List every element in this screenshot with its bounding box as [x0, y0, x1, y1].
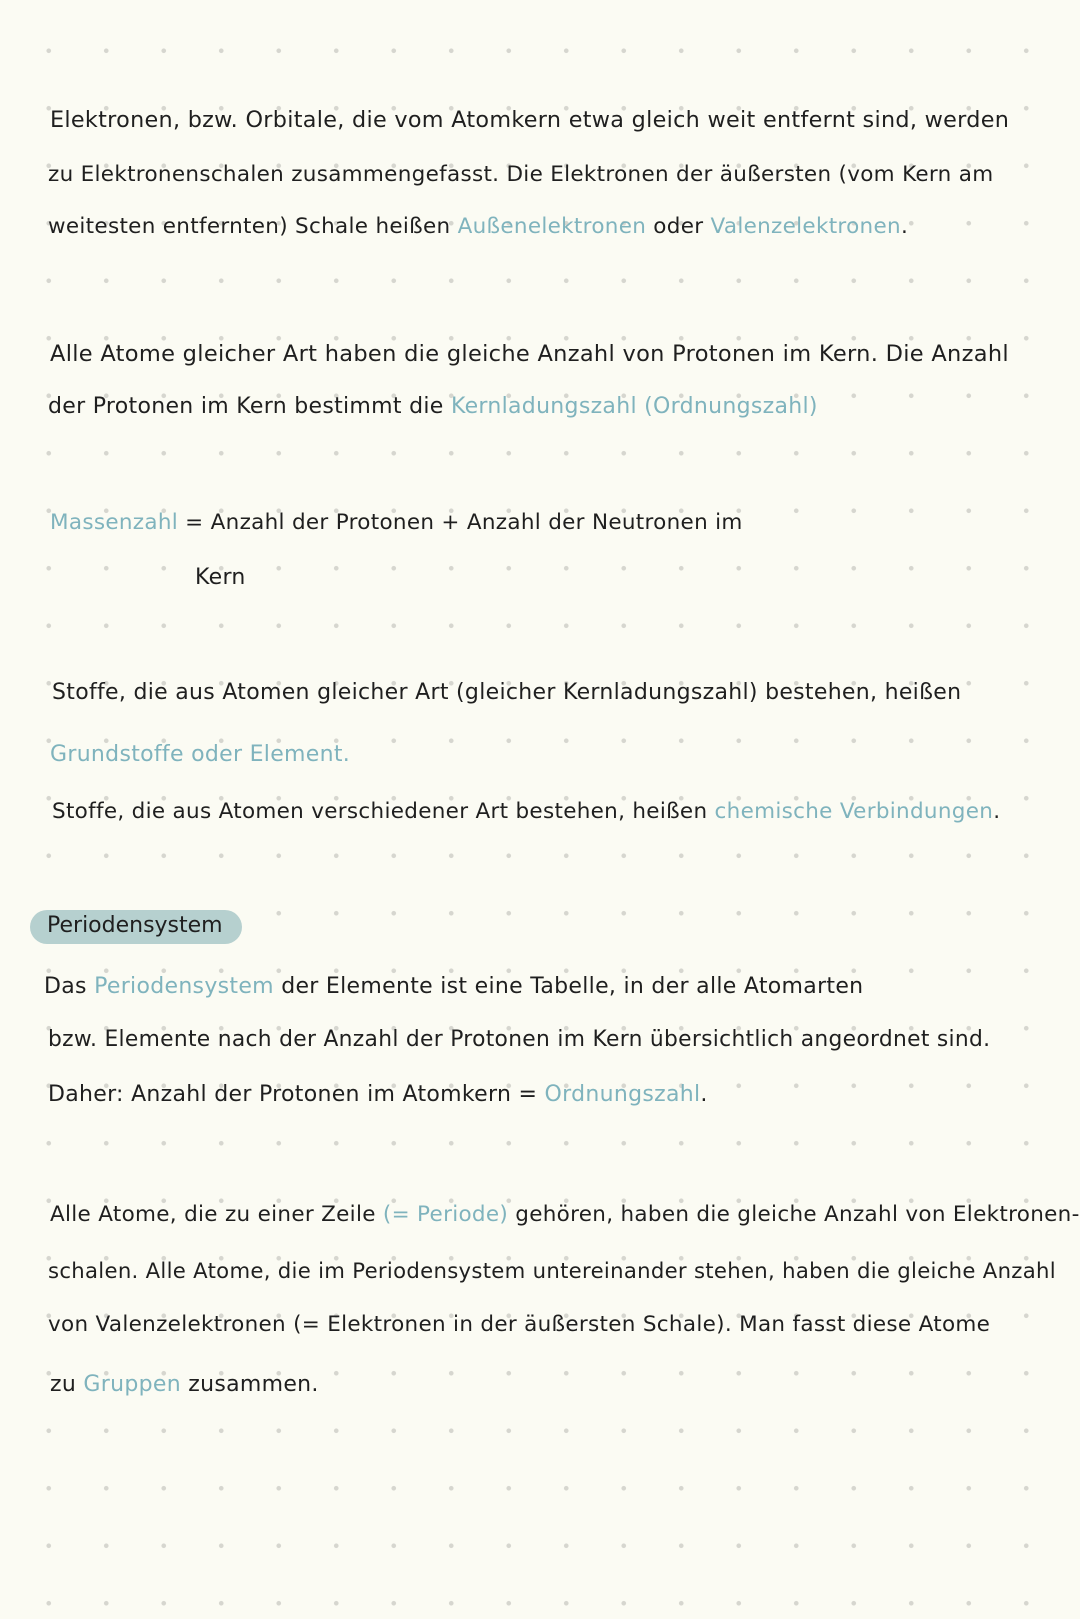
text-line [52, 797, 1000, 827]
text-span: weitesten entfernten) Schale heißen [48, 214, 458, 239]
highlight-term: Ordnungszahl [544, 1082, 701, 1107]
text-span: gehören, haben die gleiche Anzahl von Elektronen- [508, 1202, 1080, 1227]
text-span: Stoffe, die aus Atomen verschiedener Art bestehen, heißen [52, 799, 715, 824]
text-line: Kern [195, 565, 246, 590]
text-span: Das [44, 974, 95, 999]
text-line [44, 972, 863, 1002]
text-span: . [700, 1082, 708, 1107]
text-line [48, 392, 818, 422]
text-line: schalen. Alle Atome, die im Periodensystem untereinander stehen, haben die gleiche Anzahl [48, 1258, 1056, 1283]
highlight-term: chemische Verbindungen [714, 799, 994, 824]
text-span: Daher: Anzahl der Protonen im Atomkern = [48, 1082, 545, 1107]
text-span: der Elemente ist eine Tabelle, in der alle Atomarten [273, 974, 864, 999]
text-line: Alle Atome gleicher Art haben die gleiche Anzahl von Protonen im Kern. Die Anzahl [50, 341, 1009, 367]
highlight-term: Massenzahl [50, 510, 179, 535]
highlight-term: (= Periode) [382, 1202, 509, 1227]
highlight-term: Kernladungszahl (Ordnungszahl) [450, 394, 818, 419]
text-span: der Protonen im Kern bestimmt die [48, 394, 451, 419]
text-line: Elektronen, bzw. Orbitale, die vom Atomkern etwa gleich weit entfernt sind, werden [50, 107, 1010, 133]
text-line: Stoffe, die aus Atomen gleicher Art (gleicher Kernladungszahl) bestehen, heißen [52, 680, 962, 705]
text-line: von Valenzelektronen (= Elektronen in der äußersten Schale). Man fasst diese Atome [48, 1312, 991, 1337]
highlight-term: Grundstoffe oder Element. [50, 742, 351, 767]
section-heading: Periodensystem [47, 913, 223, 938]
highlight-term: Periodensystem [94, 974, 274, 999]
text-span: = Anzahl der Protonen + Anzahl der Neutronen im [178, 510, 743, 535]
text-line [48, 1080, 708, 1110]
highlight-term: Valenzelektronen [710, 214, 901, 239]
text-line: zu Elektronenschalen zusammengefasst. Die Elektronen der äußersten (vom Kern am [48, 162, 994, 187]
highlight-term: Gruppen [83, 1372, 181, 1397]
text-line: bzw. Elemente nach der Anzahl der Protonen im Kern übersichtlich angeordnet sind. [48, 1027, 991, 1052]
text-span: . [900, 214, 909, 239]
text-line [50, 1200, 1080, 1230]
text-line [48, 212, 908, 242]
text-line [50, 1370, 319, 1400]
text-span: Alle Atome, die zu einer Zeile [50, 1202, 383, 1227]
text-span: oder [646, 214, 711, 239]
text-span: zu [50, 1372, 84, 1397]
text-span: zusammen. [180, 1372, 319, 1397]
highlight-term: Außenelektronen [457, 214, 647, 239]
definition-line [50, 508, 743, 538]
text-span: . [993, 799, 1001, 824]
